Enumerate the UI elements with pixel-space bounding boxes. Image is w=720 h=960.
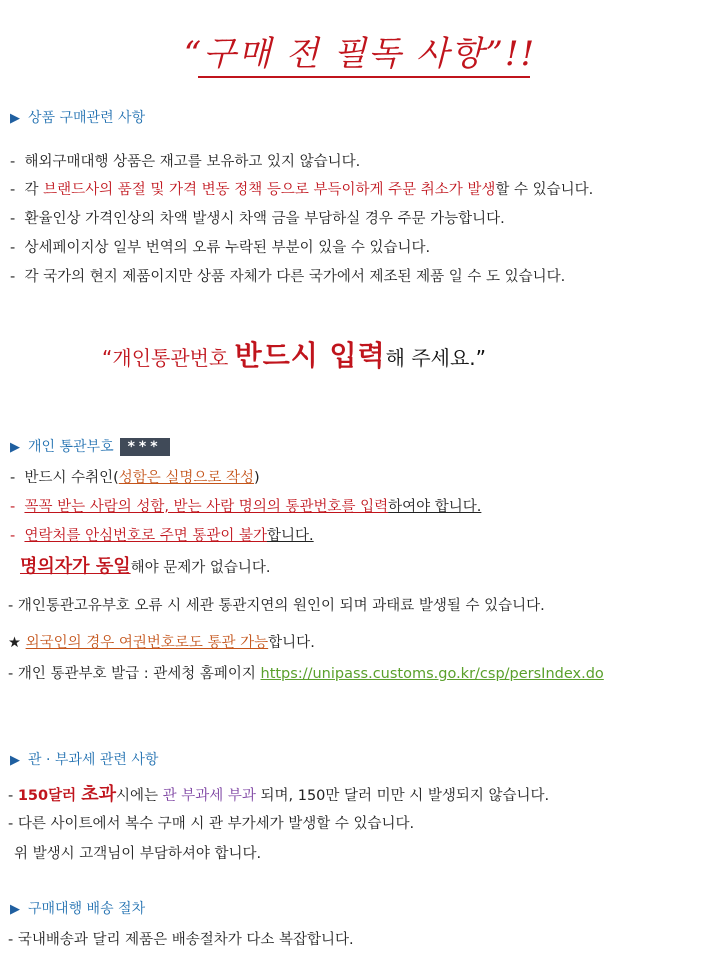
- section-heading-customs-code: ▶ 개인 통관부호 ***: [10, 436, 170, 456]
- purchase-item-1: - 해외구매대행 상품은 재고를 보유하고 있지 않습니다.: [10, 154, 361, 170]
- customs-line-7: - 개인 통관부호 발급 : 관세청 홈페이지 https://unipass.customs.go.kr/csp/persIndex.do: [8, 666, 604, 682]
- triangle-right-icon: ▶: [10, 440, 20, 455]
- purchase-item-2: - 각 브랜드사의 품절 및 가격 변동 정책 등으로 부득이하게 주문 취소가 발생할 수 있습니다.: [10, 182, 594, 198]
- customs-number-notice: “개인통관번호 반드시 입력해 주세요.”: [102, 339, 487, 372]
- title-underline: [198, 76, 530, 78]
- purchase-item-4: - 상세페이지상 일부 번역의 오류 누락된 부분이 있을 수 있습니다.: [10, 240, 431, 256]
- star-icon: ★: [8, 635, 21, 651]
- customs-line-1: - 반드시 수취인(성함은 실명으로 작성): [10, 470, 260, 486]
- customs-line-4: 명의자가 동일해야 문제가 없습니다.: [20, 556, 271, 577]
- purchase-item-3: - 환율인상 가격인상의 차액 발생시 차액 금을 부담하실 경우 주문 가능합니다.: [10, 211, 505, 227]
- tax-line-2: - 다른 사이트에서 복수 구매 시 관 부가세가 발생할 수 있습니다.: [8, 816, 415, 832]
- triangle-right-icon: ▶: [10, 902, 20, 917]
- page-title: “구매 전 필독 사항”!!: [183, 34, 537, 74]
- triangle-right-icon: ▶: [10, 111, 20, 126]
- tax-line-1: - 150달러 초과시에는 관 부과세 부과 되며, 150만 달러 미만 시 발생되지 않습니다.: [8, 784, 550, 805]
- masked-code-badge: ***: [120, 438, 170, 456]
- section-heading-purchase: ▶ 상품 구매관련 사항: [10, 110, 146, 126]
- tax-line-3: 위 발생시 고객님이 부담하셔야 합니다.: [14, 846, 262, 862]
- purchase-item-5: - 각 국가의 현지 제품이지만 상품 자체가 다른 국가에서 제조된 제품 일 수 도 있습니다.: [10, 269, 566, 285]
- customs-line-2: - 꼭꼭 받는 사람의 성함, 받는 사람 명의의 통관번호를 입력하여야 합니다.: [10, 499, 482, 515]
- section-heading-shipping: ▶ 구매대행 배송 절차: [10, 901, 146, 917]
- unipass-link[interactable]: https://unipass.customs.go.kr/csp/persIndex.do: [260, 666, 604, 682]
- triangle-right-icon: ▶: [10, 753, 20, 768]
- section-heading-tax: ▶ 관 · 부과세 관련 사항: [10, 752, 159, 768]
- customs-line-5: - 개인통관고유부호 오류 시 세관 통관지연의 원인이 되며 과태료 발생될 수 있습니다.: [8, 598, 545, 614]
- shipping-line-1: - 국내배송과 달리 제품은 배송절차가 다소 복잡합니다.: [8, 932, 354, 948]
- customs-line-3: - 연락처를 안심번호로 주면 통관이 불가합니다.: [10, 528, 314, 544]
- customs-line-6: ★ 외국인의 경우 여권번호로도 통관 가능합니다.: [8, 635, 315, 651]
